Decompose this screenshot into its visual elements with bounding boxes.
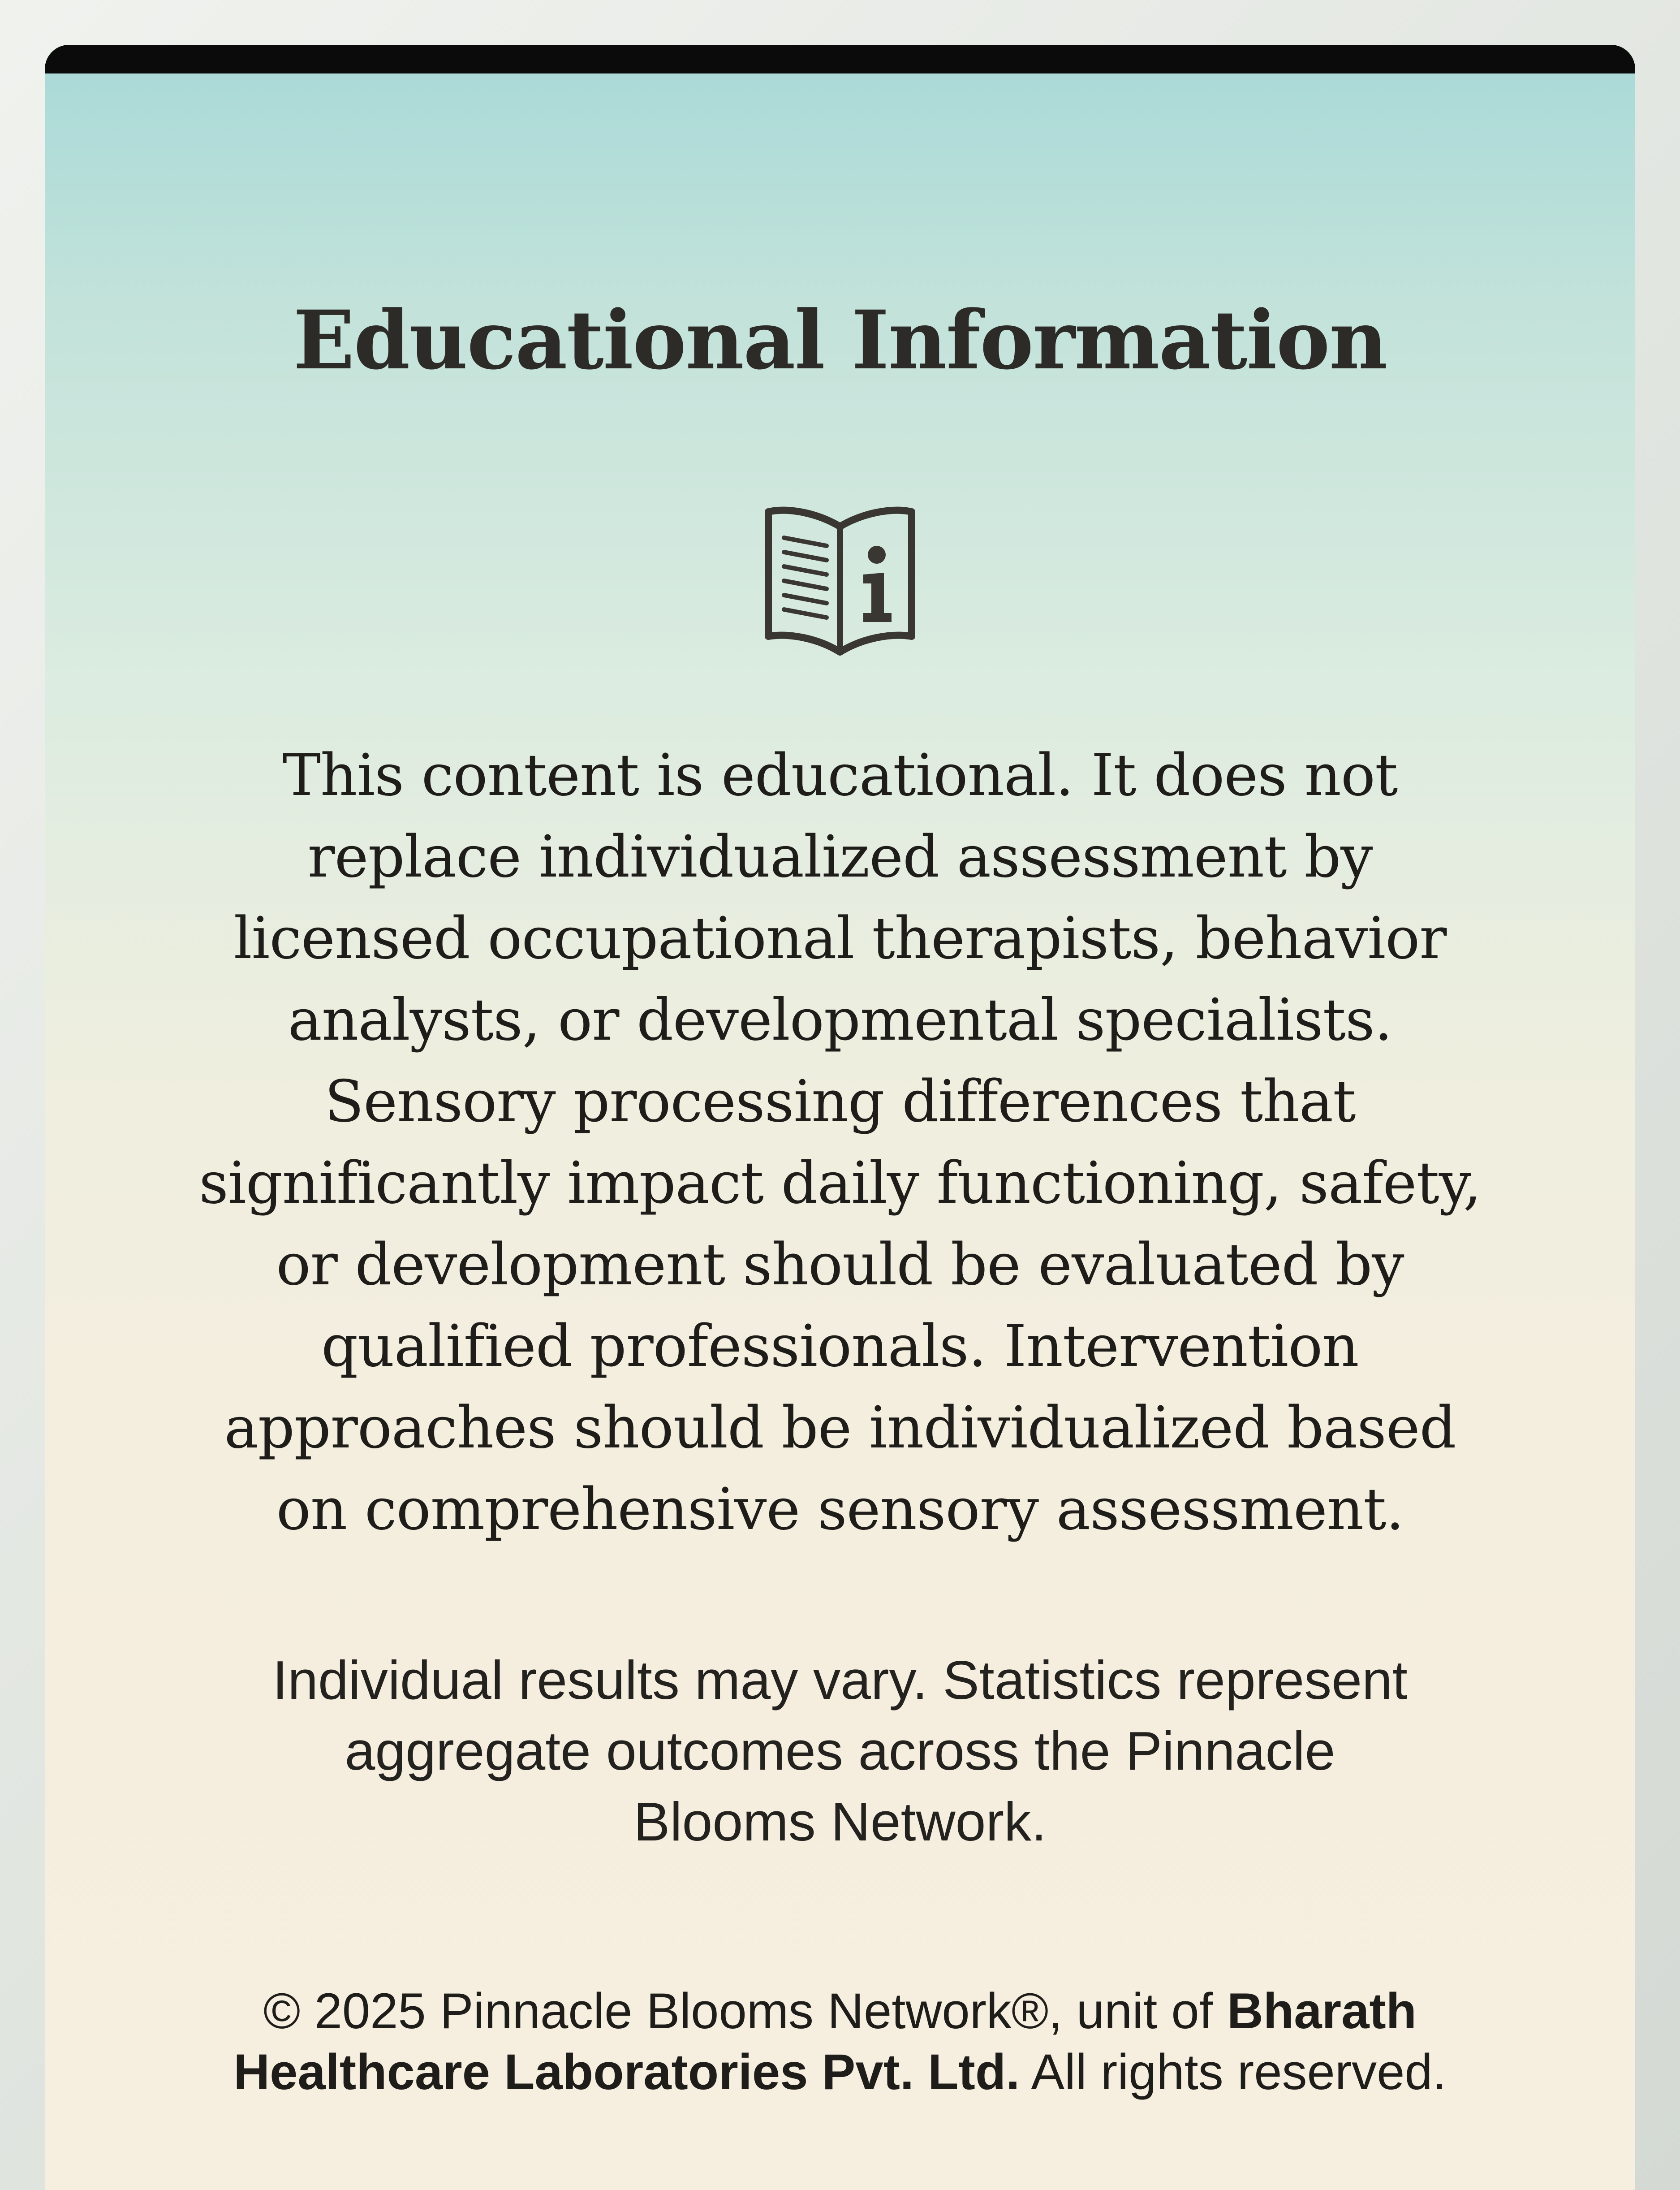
- card-top-bar: [45, 45, 1635, 73]
- copyright-company: Bharath Healthcare Laboratories Pvt. Ltd.: [233, 1983, 1417, 2100]
- card-title: Educational Information: [293, 293, 1387, 388]
- copyright-prefix: © 2025 Pinnacle Blooms Network®, unit of: [263, 1983, 1227, 2039]
- book-info-icon: [764, 502, 916, 659]
- copyright-notice: [215, 1981, 1465, 2103]
- results-note: Individual results may vary. Statistics represent aggregate outcomes across the Pinnacle Blooms Network.: [272, 1650, 1408, 1852]
- copyright-suffix: All rights reserved.: [1020, 2044, 1447, 2100]
- disclaimer-card: [45, 45, 1635, 2190]
- disclaimer-body: This content is educational. It does not replace individualized assessment by licensed occupational therapists, behavior analysts, or developmental specialists. Sensory processing differences that significantly impact daily functioning, safety, or development should be evaluated by qualified professionals. Intervention approaches should be individualized based on comprehensive sensory assessment.: [199, 742, 1481, 1543]
